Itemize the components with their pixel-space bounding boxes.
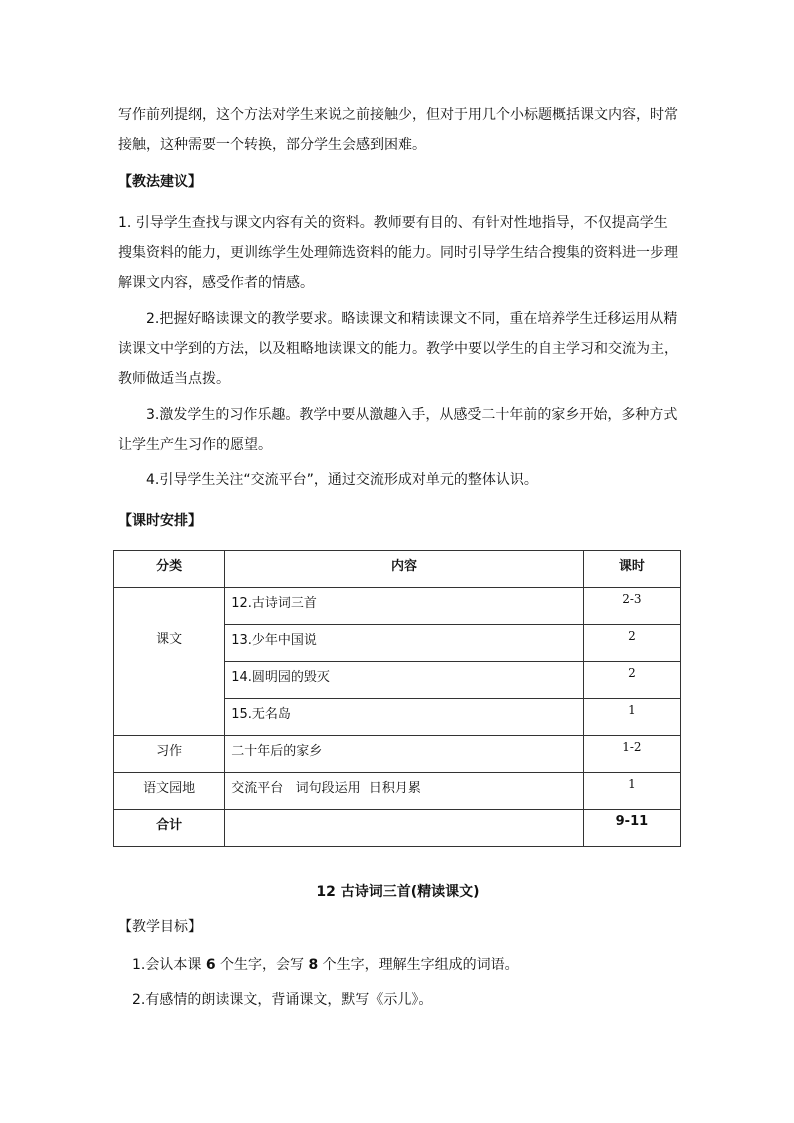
intro-paragraph: 写作前列提纲，这个方法对学生来说之前接触少，但对于用几个小标题概括课文内容，时常接触，这种需要一个转换，部分学生会感到困难。 [118, 107, 678, 153]
header-category: 分类 [114, 551, 225, 588]
goal-item-2: 2.有感情的朗读课文，背诵课文，默写《示儿》。 [132, 992, 433, 1008]
schedule-heading: 【课时安排】 [118, 513, 202, 529]
schedule-table [113, 550, 681, 847]
lesson-hours: 2 [583, 625, 680, 662]
goal1-number-1: 6 [205, 957, 216, 973]
goal1-part-c: 个生字，理解生字组成的词语。 [318, 957, 519, 973]
lesson-hours: 2 [583, 662, 680, 699]
garden-hours: 1 [583, 773, 680, 810]
lesson-content: 13.少年中国说 [225, 625, 584, 662]
writing-hours: 1-2 [583, 736, 680, 773]
table-row [114, 773, 681, 810]
goal1-part-b: 个生字，会写 [215, 957, 309, 973]
garden-content: 交流平台 词句段运用 日积月累 [225, 773, 584, 810]
table-total-row [114, 810, 681, 847]
table-row [114, 588, 681, 625]
goals-heading: 【教学目标】 [118, 919, 202, 935]
category-total: 合计 [114, 810, 225, 847]
table-header-row [114, 551, 681, 588]
lesson-content: 15.无名岛 [225, 699, 584, 736]
lesson-hours: 1 [583, 699, 680, 736]
category-writing: 习作 [114, 736, 225, 773]
lesson-content: 14.圆明园的毁灭 [225, 662, 584, 699]
goal1-part-a: 1.会认本课 [132, 957, 206, 973]
header-content: 内容 [225, 551, 584, 588]
teaching-suggestions-heading: 【教法建议】 [118, 174, 202, 190]
goal1-number-2: 8 [308, 957, 319, 973]
category-lessons: 课文 [114, 588, 225, 736]
suggestion-item-1: 1. 引导学生查找与课文内容有关的资料。教师要有目的、有针对性地指导，不仅提高学生搜集资料的能力，更训练学生处理筛选资料的能力。同时引导学生结合搜集的资料进一步理解课文内容，感受作者的情感。 [118, 215, 678, 291]
suggestion-item-4: 4.引导学生关注“交流平台”，通过交流形成对单元的整体认识。 [146, 472, 538, 488]
writing-content: 二十年后的家乡 [225, 736, 584, 773]
lesson-content: 12.古诗词三首 [225, 588, 584, 625]
total-hours: 9-11 [583, 810, 680, 847]
suggestion-item-3: 3.激发学生的习作乐趣。教学中要从激趣入手，从感受二十年前的家乡开始，多种方式让学生产生习作的愿望。 [118, 407, 678, 453]
lesson-title: 12 古诗词三首(精读课文) [316, 884, 480, 900]
total-content [225, 810, 584, 847]
table-row [114, 736, 681, 773]
header-hours: 课时 [583, 551, 680, 588]
category-garden: 语文园地 [114, 773, 225, 810]
goal-item-1 [132, 950, 692, 980]
lesson-hours: 2-3 [583, 588, 680, 625]
suggestion-item-2: 2.把握好略读课文的教学要求。略读课文和精读课文不同，重在培养学生迁移运用从精读课文中学到的方法，以及粗略地读课文的能力。教学中要以学生的自主学习和交流为主，教师做适当点拨。 [118, 311, 678, 387]
